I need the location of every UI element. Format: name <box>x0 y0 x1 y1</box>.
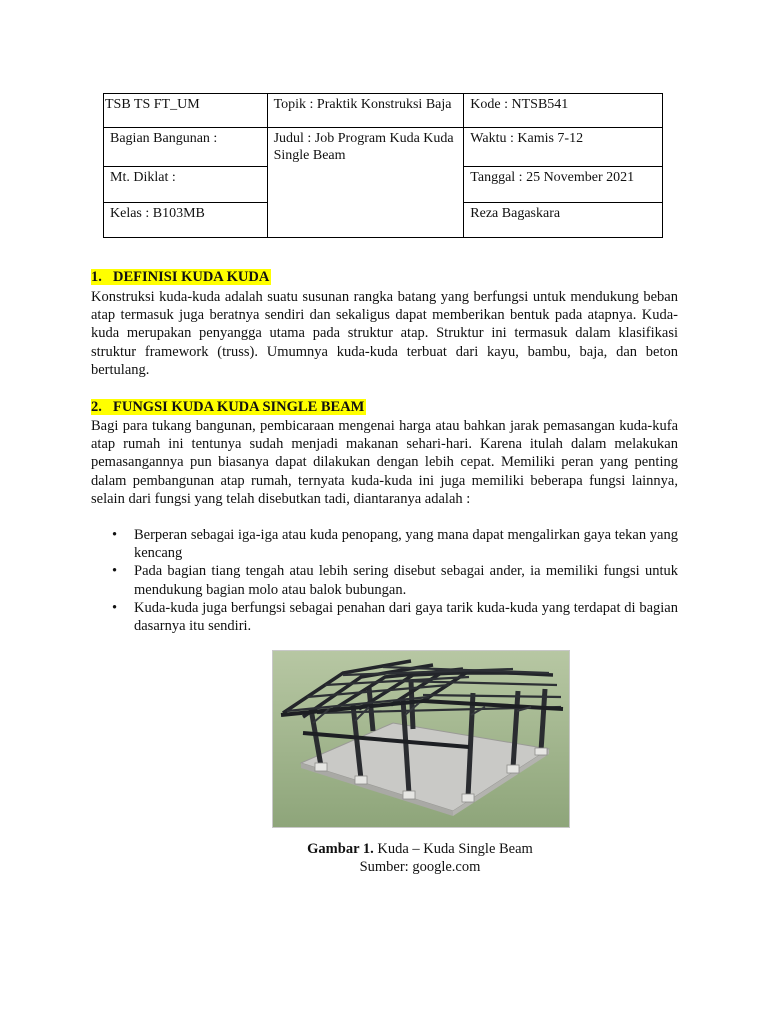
figure-caption-text: Kuda – Kuda Single Beam <box>377 841 533 857</box>
steel-frame-illustration <box>273 651 569 827</box>
list-item <box>91 562 678 598</box>
list-item-text: Pada bagian tiang tengah atau lebih sering disebut sebagai ander, ia memiliki fungsi untuk mendukung bagian molo atau balok bubungan. <box>134 563 678 598</box>
header-table <box>103 93 663 238</box>
bullet-icon: • <box>112 563 118 580</box>
section-1-body: Konstruksi kuda-kuda adalah suatu susunan rangka batang yang berfungsi untuk mendukung beban atap termasuk juga beratnya sendiri dan sekaligus dapat memberikan bentuk pada atapnya. Kuda-kuda merupakan penyangga utama pada struktur atap. Struktur ini termasuk dalam klasifikasi struktur framework (truss). Umumnya kuda-kuda terbuat dari kayu, bambu, baja, dan beton bertulang. <box>91 289 678 378</box>
bullet-icon: • <box>112 599 118 616</box>
header-cell-topic: Topik : Praktik Konstruksi Baja <box>267 94 464 128</box>
header-cell-author: Reza Bagaskara <box>464 203 663 238</box>
header-cell-institution: TSB TS FT_UM <box>104 94 268 128</box>
list-item <box>91 599 678 635</box>
header-cell-title: Judul : Job Program Kuda Kuda Single Beam <box>267 128 464 238</box>
header-cell-training-subject: Mt. Diklat : <box>104 167 268 203</box>
steel-frame-figure <box>272 650 570 828</box>
header-cell-building-part: Bagian Bangunan : <box>104 128 268 167</box>
header-cell-code: Kode : NTSB541 <box>464 94 663 128</box>
figure-caption <box>272 840 568 858</box>
header-row <box>104 128 663 167</box>
section-1-heading <box>91 268 271 286</box>
figure-label: Gambar 1. <box>307 841 374 857</box>
bullet-icon: • <box>112 527 118 543</box>
section-1-number: 1. <box>91 269 102 285</box>
list-item-text: Berperan sebagai iga-iga atau kuda penopang, yang mana dapat mengalirkan gaya tekan yang kencang <box>134 527 678 562</box>
section-2-body: Bagi para tukang bangunan, pembicaraan mengenai harga atau bahkan jarak pemasangan kuda-kufa atap rumah ini tentunya sudah menjadi makanan sehari-hari. Karena itulah dalam melakukan pemasangannya pun biasanya dapat dilakukan dengan lebih cepat. Memiliki peran yang penting dalam pembangunan atap rumah, ternyata kuda-kuda ini juga memiliki beberapa fungsi lainnya, selain dari fungsi yang telah disebutkan tadi, diantaranya adalah : <box>91 418 678 507</box>
function-list <box>91 526 678 635</box>
section-2-title: FUNGSI KUDA KUDA SINGLE BEAM <box>113 399 365 415</box>
section-1-title: DEFINISI KUDA KUDA <box>113 269 270 285</box>
section-2-heading <box>91 398 366 416</box>
header-row <box>104 94 663 128</box>
header-cell-class: Kelas : B103MB <box>104 203 268 238</box>
list-item-text: Kuda-kuda juga berfungsi sebagai penahan dari gaya tarik kuda-kuda yang terdapat di bagian dasarnya itu sendiri. <box>134 599 678 635</box>
header-cell-date: Tanggal : 25 November 2021 <box>464 167 663 203</box>
header-cell-time: Waktu : Kamis 7-12 <box>464 128 663 167</box>
section-2-number: 2. <box>91 399 102 415</box>
figure-source: Sumber: google.com <box>359 859 481 875</box>
list-item <box>91 526 678 562</box>
